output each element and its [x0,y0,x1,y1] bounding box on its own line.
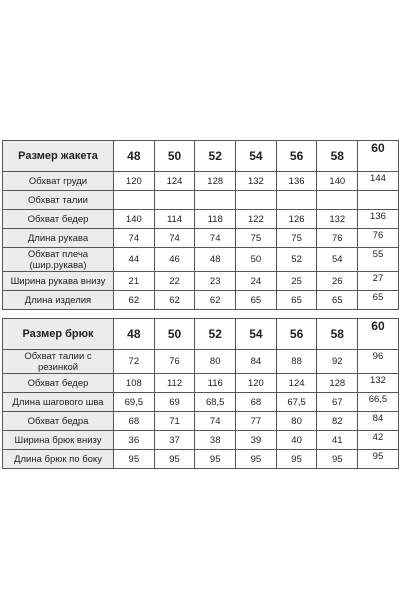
row-label: Ширина брюк внизу [3,431,114,450]
table-header-row [3,319,399,350]
table-cell: 71 [154,412,195,431]
table-cell: 95 [114,450,155,469]
row-label: Обхват бедра [3,412,114,431]
table-cell: 136 [276,172,317,191]
table-cell: 144 [358,172,399,191]
table-cell [276,191,317,210]
table-cell: 112 [154,374,195,393]
pants-size-header: Размер брюк [3,319,114,350]
jacket-size-table [2,140,399,310]
table-cell: 26 [317,272,358,291]
row-label: Обхват талии [3,191,114,210]
table-cell: 41 [317,431,358,450]
table-cell: 124 [154,172,195,191]
size-48-header: 48 [114,141,155,172]
size-54-header: 54 [236,319,277,350]
table-cell [358,191,399,210]
table-cell: 65 [276,291,317,310]
row-label: Ширина рукава внизу [3,272,114,291]
table-cell [195,191,236,210]
table-cell: 108 [114,374,155,393]
table-header-row [3,141,399,172]
table-cell: 95 [276,450,317,469]
table-cell: 128 [195,172,236,191]
table-cell: 76 [317,229,358,248]
table-cell: 126 [276,210,317,229]
table-cell: 66,5 [358,393,399,412]
table-cell: 50 [236,248,277,272]
table-cell: 95 [195,450,236,469]
table-cell: 124 [276,374,317,393]
table-cell: 95 [358,450,399,469]
table-row [3,412,399,431]
table-row [3,393,399,412]
table-cell: 52 [276,248,317,272]
table-cell: 68,5 [195,393,236,412]
table-cell: 65 [317,291,358,310]
table-cell: 74 [114,229,155,248]
table-cell: 84 [358,412,399,431]
table-cell: 74 [195,229,236,248]
size-60-header: 60 [358,319,399,350]
table-cell: 80 [195,350,236,374]
table-cell: 67,5 [276,393,317,412]
table-cell: 76 [154,350,195,374]
table-cell [236,191,277,210]
table-cell: 140 [114,210,155,229]
table-cell [317,191,358,210]
table-cell: 69 [154,393,195,412]
table-cell: 21 [114,272,155,291]
table-cell: 62 [114,291,155,310]
pants-size-table [2,318,399,469]
table-cell: 27 [358,272,399,291]
table-cell: 95 [236,450,277,469]
table-cell: 80 [276,412,317,431]
table-row [3,172,399,191]
table-cell: 46 [154,248,195,272]
table-cell: 24 [236,272,277,291]
row-label: Обхват талии с резинкой [3,350,114,374]
table-cell: 23 [195,272,236,291]
table-cell: 65 [358,291,399,310]
table-row [3,374,399,393]
table-row [3,210,399,229]
table-cell: 69,5 [114,393,155,412]
row-label: Обхват бедер [3,374,114,393]
table-cell: 68 [236,393,277,412]
size-56-header: 56 [276,141,317,172]
table-cell: 132 [358,374,399,393]
size-56-header: 56 [276,319,317,350]
table-cell: 114 [154,210,195,229]
table-cell: 122 [236,210,277,229]
jacket-size-header: Размер жакета [3,141,114,172]
table-cell: 54 [317,248,358,272]
table-row [3,350,399,374]
table-row [3,272,399,291]
row-label: Обхват груди [3,172,114,191]
table-cell: 22 [154,272,195,291]
size-52-header: 52 [195,141,236,172]
table-cell: 116 [195,374,236,393]
table-cell: 120 [114,172,155,191]
table-row [3,248,399,272]
table-cell: 92 [317,350,358,374]
table-cell: 68 [114,412,155,431]
size-52-header: 52 [195,319,236,350]
table-row [3,431,399,450]
table-cell: 128 [317,374,358,393]
table-cell: 62 [195,291,236,310]
size-60-header: 60 [358,141,399,172]
table-row [3,291,399,310]
row-label: Обхват бедер [3,210,114,229]
row-label: Длина изделия [3,291,114,310]
table-cell: 82 [317,412,358,431]
row-label: Длина брюк по боку [3,450,114,469]
table-cell: 136 [358,210,399,229]
table-cell: 96 [358,350,399,374]
table-cell: 67 [317,393,358,412]
table-cell: 84 [236,350,277,374]
table-cell: 88 [276,350,317,374]
size-58-header: 58 [317,319,358,350]
table-cell: 95 [154,450,195,469]
table-row [3,191,399,210]
size-48-header: 48 [114,319,155,350]
table-cell: 120 [236,374,277,393]
size-58-header: 58 [317,141,358,172]
table-cell: 62 [154,291,195,310]
table-cell: 118 [195,210,236,229]
table-cell: 74 [154,229,195,248]
table-cell: 77 [236,412,277,431]
size-50-header: 50 [154,319,195,350]
table-cell: 132 [236,172,277,191]
row-label: Длина рукава [3,229,114,248]
table-cell: 36 [114,431,155,450]
table-cell [114,191,155,210]
table-cell: 74 [195,412,236,431]
table-cell: 55 [358,248,399,272]
table-cell: 42 [358,431,399,450]
table-cell: 76 [358,229,399,248]
table-cell: 132 [317,210,358,229]
table-row [3,450,399,469]
table-cell [154,191,195,210]
table-cell: 39 [236,431,277,450]
table-cell: 75 [276,229,317,248]
table-cell: 25 [276,272,317,291]
row-label: Обхват плеча (шир.рукава) [3,248,114,272]
table-cell: 140 [317,172,358,191]
row-label: Длина шагового шва [3,393,114,412]
table-cell: 65 [236,291,277,310]
table-cell: 37 [154,431,195,450]
table-cell: 75 [236,229,277,248]
table-cell: 44 [114,248,155,272]
size-54-header: 54 [236,141,277,172]
table-cell: 38 [195,431,236,450]
table-row [3,229,399,248]
size-50-header: 50 [154,141,195,172]
table-cell: 72 [114,350,155,374]
table-cell: 48 [195,248,236,272]
table-cell: 95 [317,450,358,469]
table-cell: 40 [276,431,317,450]
